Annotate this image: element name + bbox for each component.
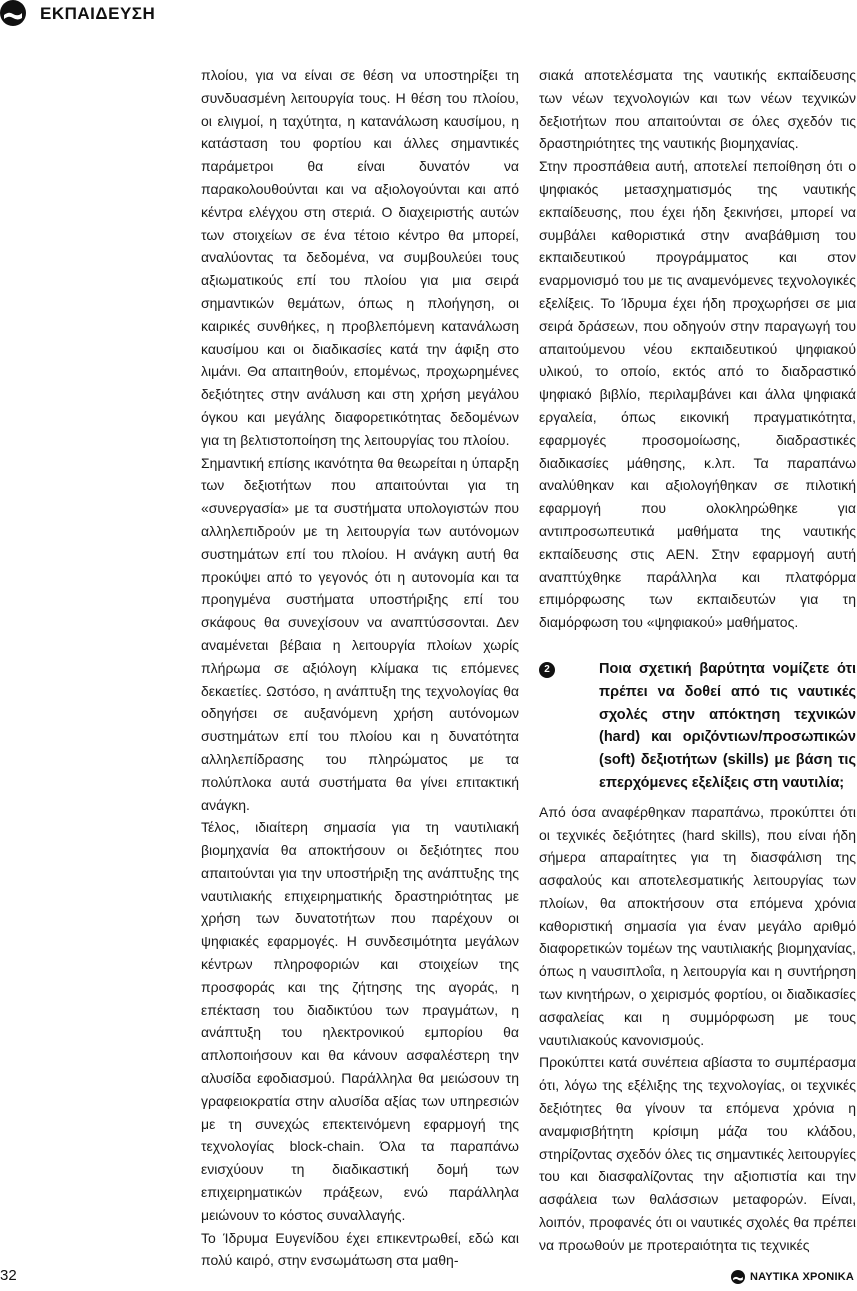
body-paragraph: Προκύπτει κατά συνέπεια αβίαστα το συμπέρασμα ότι, λόγω της εξέλιξης της τεχνολογίας, οι τεχνικές δεξιότητες θα γίνουν τα επόμενα χρόνια η αναμφισβήτητη κρίσιμη μάζα του κλάδου, στηρίζοντας σχεδόν όλες τις σημαντικές λειτουργίες του και διασφαλίζοντας την αξιοπιστία και την ασφάλεια των θαλάσσιων μεταφορών. Είναι, λοιπόν, προφανές ότι οι ναυτικές σχολές θα πρέπει να προωθούν με προτεραιότητα τις τεχνικές [539, 1054, 856, 1253]
question-number-badge: 2 [539, 662, 555, 678]
body-paragraph: Από όσα αναφέρθηκαν παραπάνω, προκύπτει ότι οι τεχνικές δεξιότητες (hard skills), που είναι ήδη σήμερα απαραίτητες για τη διασφάλιση της ασφαλούς και αποτελεσματικής λειτουργίας των πλοίων, θα αποκτήσουν στα επόμενα χρόνια καθοριστική σημασία για έναν μεγάλο αριθμό διαφορετικών τομέων της ναυτιλιακής βιομηχανίας, όπως η ναυσιπλοΐα, η λειτουργία και η συντήρηση των κινητήρων, ο χειρισμός φορτίου, οι διαδικασίες ασφαλείας και η συμμόρφωση με τους ναυτιλιακούς κανονισμούς. [539, 803, 856, 1048]
body-paragraph: Το Ίδρυμα Ευγενίδου έχει επικεντρωθεί, εδώ και πολύ καιρό, στην ενσωμάτωση στα μαθη- [201, 1229, 519, 1269]
publication-name: ΝΑΥΤΙΚΑ ΧΡΟΝΙΚΑ [749, 1271, 854, 1283]
ship-wave-icon [0, 0, 26, 26]
body-paragraph: πλοίου, για να είναι σε θέση να υποστηρίξει τη συνδυασμένη λειτουργία τους. Η θέση του πλοίου, οι ελιγμοί, η ταχύτητα, η κατανάλωση καυσίμου, η κατάσταση του φορτίου και άλλες σημαντικές παράμετροι θα είναι δυνατόν να παρακολουθούνται και να αξιολογούνται και από κέντρα ελέγχου στη στεριά. Ο διαχειριστής αυτών των στοιχείων σε ένα τέτοιο κέντρο θα μπορεί, αναλύοντας τα δεδομένα, να συμβουλεύει τους αξιωματικούς επί του πλοίου για μια σειρά σημαντικών θεμάτων, όπως η πλοήγηση, οι καιρικές συνθήκες, η προβλεπόμενη κατανάλωση καυσίμου και οι διαδικασίες κατά την άφιξη στο λιμάνι. Θα απαιτηθούν, επομένως, προχωρημένες δεξιότητες στην ανάλυση και στη χρήση μεγάλου όγκου και μεγάλης διαφορετικότητας δεδομένων για τη βελτιστοποίηση της λειτουργίας του πλοίου. [201, 67, 519, 448]
body-paragraph: Τέλος, ιδιαίτερη σημασία για τη ναυτιλιακή βιομηχανία θα αποκτήσουν οι δεξιότητες που απαιτούνται για την υποστήριξη της ανάπτυξης της ναυτιλιακής επιχειρηματικής δραστηριότητας με χρήση των δυνατοτήτων που παρέχουν οι ψηφιακές εφαρμογές. Η συνδεσιμότητα μεγάλων κέντρων πληροφοριών και στοιχείων της προσφοράς και της ζήτησης της αγοράς, η επέκταση του διαδικτύου των πραγμάτων, η ανάπτυξη του ηλεκτρονικού εμπορίου θα απλοποιήσουν και θα κάνουν ασφαλέστερη την αλυσίδα εφοδιασμού. Παράλληλα θα μειώσουν τη γραφειοκρατία στην αλυσίδα αξίας των υπηρεσιών με τη συνεχώς επεκτεινόμενη εφαρμογή της τεχνολογίας block-chain. Όλα τα παραπάνω ενισχύουν τη διαδικαστική δομή των επιχειρηματικών πράξεων, ενώ παράλληλα μειώνουν το κόστος συναλλαγής. [201, 819, 519, 1223]
body-paragraph: Στην προσπάθεια αυτή, αποτελεί πεποίθηση ότι ο ψηφιακός μετασχηματισμός της ναυτικής εκπαίδευσης, που έχει ήδη ξεκινήσει, μπορεί να συμβάλει καθοριστικά στην αναβάθμιση του εκπαιδευτικού προγράμματος και στον εναρμονισμό του με τις αναμενόμενες τεχνολογικές εξελίξεις. Το Ίδρυμα έχει ήδη προχωρήσει σε μια σειρά δράσεων, που οδηγούν στην παραγωγή του απαιτούμενου νέου εκπαιδευτικού ψηφιακού υλικού, το οποίο, εκτός από το διαδραστικό ψηφιακό βιβλίο, περιλαμβάνει και άλλα ψηφιακά εργαλεία, όπως εικονική πραγματικότητα, εφαρμογές προσομοίωσης, διαδραστικές διαδικασίες μάθησης, κ.λπ. Τα παραπάνω αναλύθηκαν και αξιολογήθηκαν σε πιλοτική εφαρμογή που ολοκληρώθηκε για αντιπροσωπευτικά μαθήματα της ναυτικής εκπαίδευσης στις ΑΕΝ. Στην εφαρμογή αυτή αναπτύχθηκε παράλληλα και πλατφόρμα επιμόρφωσης των εκπαιδευτών για τη διαμόρφωση του «ψηφιακού» μαθήματος. [539, 158, 856, 631]
left-column [201, 64, 519, 1272]
page-number: 32 [0, 1267, 17, 1284]
publication-brand [731, 1270, 854, 1284]
body-paragraph: Σημαντική επίσης ικανότητα θα θεωρείται η ύπαρξη των δεξιοτήτων που απαιτούνται για τη «συνεργασία» με τα συστήματα υπολογιστών που αλληλεπιδρούν με τη λειτουργία των αυτόνομων συστημάτων επί του πλοίου. Η ανάγκη αυτή θα προκύψει από το γεγονός ότι η αυτονομία και τα προηγμένα συστήματα υποστήριξης επί του σκάφους θα συνεχίσουν να αναπτύσσονται. Δεν αναμένεται βέβαια η λειτουργία πλοίων χωρίς πλήρωμα σε αξιόλογη κλίμακα τις επόμενες δεκαετίες. Ωστόσο, η ανάπτυξη της τεχνολογίας θα οδηγήσει σε αυξανόμενη χρήση αυτόνομων συστημάτων επί του πλοίου και η δυνατότητα αλληλεπίδρασης του πληρώματος με τα πολύπλοκα αυτά συστήματα θα γίνει επιτακτική ανάγκη. [201, 454, 519, 813]
right-column [539, 64, 856, 1257]
question-text: Ποια σχετική βαρύτητα νομίζετε ότι πρέπει να δοθεί από τις ναυτικές σχολές στην απόκτηση τεχνικών (hard) και οριζόντιων/προσωπικών (soft) δεξιοτήτων (skills) με βάση τις επερχόμενες εξελίξεις στη ναυτιλία; [599, 660, 856, 791]
ship-wave-icon [731, 1270, 745, 1284]
body-paragraph: σιακά αποτελέσματα της ναυτικής εκπαίδευσης των νέων τεχνολογιών και των νέων τεχνικών δεξιοτήτων που απαιτούνται σε όλες σχεδόν τις δραστηριότητες της ναυτικής βιομηχανίας. [539, 67, 856, 152]
interview-question [539, 658, 856, 795]
section-title: ΕΚΠΑΙΔΕΥΣΗ [40, 4, 156, 23]
